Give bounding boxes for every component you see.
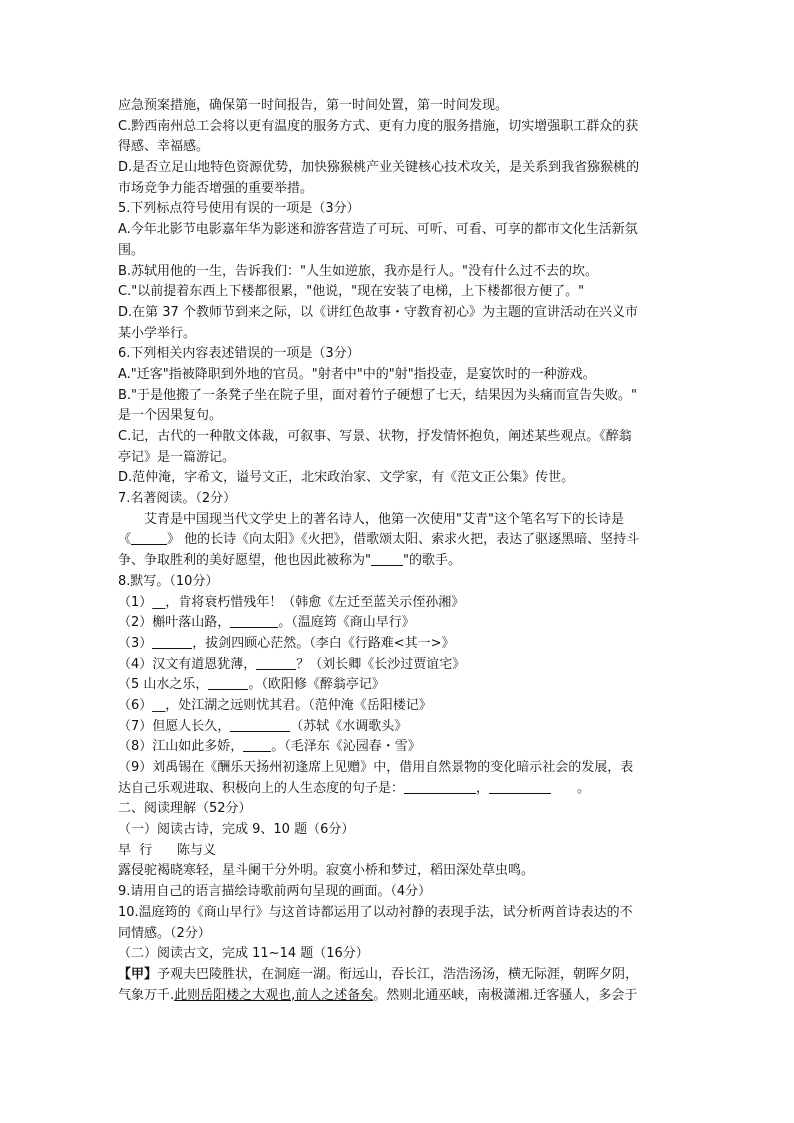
recitation-item: （4）汉文有道恩犹薄， ？（刘长卿《长沙过贾谊宅》 — [118, 656, 466, 672]
text-line: C."以前提着东西上下楼都很累，"他说，"现在安装了电梯，上下楼都很方便了。" — [118, 284, 585, 300]
passage-label: 【甲】 — [118, 966, 158, 982]
fill-blank[interactable] — [208, 675, 248, 690]
fill-blank[interactable] — [256, 655, 296, 670]
recitation-item: （6）__，处江湖之远则忧其君。（范仲淹《岳阳楼记》 — [118, 697, 432, 713]
fill-blank[interactable] — [152, 634, 192, 649]
question-6-title: 6.下列相关内容表述错误的一项是（3分） — [118, 346, 360, 362]
recitation-item: （5 山水之乐， 。（欧阳修《醉翁亭记》 — [118, 677, 385, 693]
text-line: B."于是他搬了一条凳子坐在院子里，面对着竹子硬想了七天，结果因为头痛而宣告失败。" — [118, 387, 638, 403]
q7-paragraph-line: 《 》 他的长诗《向太阳》《火把》，借歌颂太阳、索求火把，表达了驱逐黑暗、坚持斗 — [118, 532, 640, 548]
fill-blank[interactable] — [489, 779, 551, 794]
q7-paragraph-line: 艾青是中国现当代文学史上的著名诗人，他第一次使用"艾青"这个笔名写下的长诗是 — [144, 511, 624, 527]
text-line: D.是否立足山地特色资源优势，加快猕猴桃产业关键核心技术攻关，是关系到我省猕猴桃的 — [118, 160, 640, 176]
text-line: 市场竞争力能否增强的重要举措。 — [118, 180, 314, 196]
q7-paragraph-line: 争、争取胜利的美好愿望，他也因此被称为" "的歌手。 — [118, 553, 461, 569]
fill-blank[interactable] — [371, 551, 403, 566]
recitation-item: （8）江山如此多娇， 。（毛泽东《沁园春・雪》 — [118, 739, 421, 755]
underlined-sentence: 此则岳阳楼之大观也,前人之述备矣 — [174, 987, 374, 1003]
passage-jia-line: 气象万千.此则岳阳楼之大观也,前人之述备矣。然则北通巫峡，南极潇湘.迁客骚人，多会于 — [118, 987, 638, 1003]
passage-jia-line: 【甲】予观夫巴陵胜状，在洞庭一湖。衔远山，吞长江，浩浩汤汤，横无际涯，朝晖夕阴， — [118, 966, 639, 982]
recitation-item: （7）但愿人长久， （苏轼《水调歌头》 — [118, 718, 408, 734]
fill-blank[interactable] — [131, 530, 167, 545]
text-line: 应急预案措施，确保第一时间报告，第一时间处置，第一时间发现。 — [118, 98, 509, 113]
text-line: 某小学举行。 — [118, 325, 197, 341]
text-line: 是一个因果复句。 — [118, 408, 223, 424]
text-line: C.黔西南州总工会将以更有温度的服务方式、更有力度的服务措施，切实增强职工群众的获 — [118, 118, 639, 134]
document-page — [118, 96, 678, 1006]
question-10: 10.温庭筠的《商山早行》与这首诗都运用了以动衬静的表现手法，试分析两首诗表达的不 — [118, 904, 633, 920]
text-line: 得感、幸福感。 — [118, 139, 210, 155]
subsection-title: （一）阅读古诗，完成 9、10 题（6分） — [118, 822, 355, 838]
question-7-title: 7.名著阅读。（2分） — [118, 491, 237, 507]
text-line: C.记，古代的一种散文体裁，可叙事、写景、状物，抒发情怀抱负，阐述某些观点。《醉翁 — [118, 429, 632, 444]
text-line: D.在第 37 个教师节到来之际，以《讲红色故事・守教育初心》为主题的宣讲活动在兴义市 — [118, 304, 638, 320]
recitation-item: 达自己乐观进取、积极向上的人生态度的句子是： ， 。 — [118, 780, 591, 796]
section-title: 二、阅读理解（52分） — [118, 801, 252, 817]
text-line: 亭记》是一篇游记。 — [118, 449, 236, 465]
poem-body: 露侵驼褐晓寒轻，星斗阑干分外明。寂寞小桥和梦过，稻田深处草虫鸣。 — [118, 863, 535, 879]
question-5-title: 5.下列标点符号使用有误的一项是（3分） — [118, 201, 360, 217]
subsection-title: （二）阅读古文，完成 11~14 题（16分） — [118, 946, 369, 962]
text-line: A.今年北影节电影嘉年华为影迷和游客营造了可玩、可听、可看、可享的都市文化生活新氛 — [118, 222, 638, 238]
fill-blank[interactable] — [404, 779, 476, 794]
question-9: 9.请用自己的语言描绘诗歌前两句呈现的画面。（4分） — [118, 884, 432, 900]
recitation-item: （3） ，拔剑四顾心茫然。（李白《行路难<其一>》 — [118, 635, 455, 651]
text-line: A."迁客"指被降职到外地的官员。"射者中"中的"射"指投壶，是宴饮时的一种游戏。 — [118, 366, 596, 382]
text-line: B.苏轼用他的一生，告诉我们："人生如逆旅，我亦是行人。"没有什么过不去的坎。 — [118, 263, 599, 279]
fill-blank[interactable] — [230, 717, 290, 732]
text-line: D.范仲淹，字希文，谥号文正，北宋政治家、文学家，有《范文正公集》传世。 — [118, 470, 575, 486]
fill-blank[interactable] — [230, 613, 278, 628]
recitation-item: （2）槲叶落山路， 。（温庭筠《商山早行》 — [118, 615, 415, 631]
text-line: 围。 — [118, 242, 145, 258]
question-8-title: 8.默写。（10分） — [118, 573, 219, 589]
fill-blank[interactable] — [243, 737, 271, 752]
recitation-item: （9）刘禹锡在《酬乐天扬州初逢席上见赠》中，借用自然景物的变化暗示社会的发展，表 — [118, 760, 634, 775]
recitation-item: （1）__，肯将衰朽惜残年！（韩愈《左迁至蓝关示侄孙湘》 — [118, 594, 465, 610]
poem-title: 早 行 陈与义 — [118, 842, 217, 858]
question-10: 同情感。（2分） — [118, 925, 211, 941]
